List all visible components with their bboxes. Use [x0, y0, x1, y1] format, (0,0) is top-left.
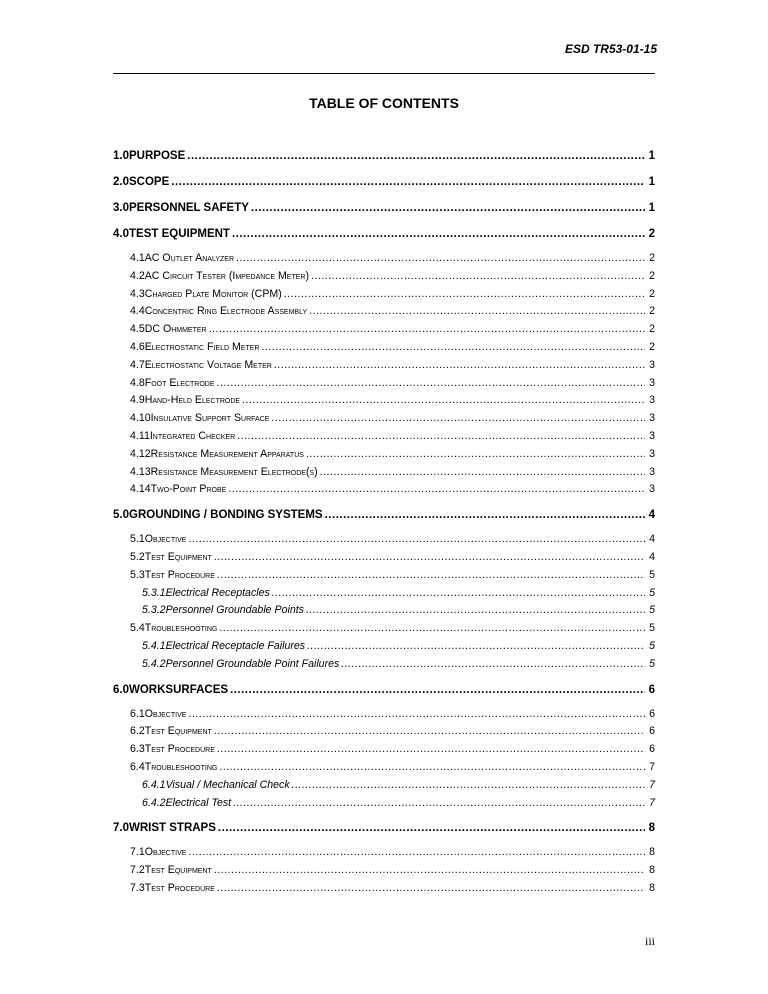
toc-label: Test Procedure [144, 568, 215, 581]
toc-page: 8 [649, 846, 655, 859]
toc-number: 1.0 [113, 150, 129, 162]
toc-entry-6-4-2[interactable] [113, 795, 655, 813]
toc-label: Resistance Measurement Electrode(s) [150, 465, 318, 478]
dot-leader [188, 706, 645, 724]
toc-page: 3 [649, 429, 655, 442]
toc-number: 4.9 [130, 394, 145, 407]
toc-page: 8 [649, 881, 655, 894]
toc-number: 6.1 [130, 707, 145, 720]
toc-entry-5-3-1[interactable] [113, 585, 655, 603]
dot-leader [232, 225, 645, 244]
toc-entry-7-2[interactable] [113, 862, 655, 880]
dot-leader [217, 567, 645, 585]
toc-number: 7.3 [130, 881, 145, 894]
toc-number: 4.4 [130, 305, 145, 318]
toc-entry-4-5[interactable] [113, 321, 655, 339]
toc-number: 5.4.2 [142, 657, 166, 670]
toc-label: Test Equipment [144, 864, 212, 877]
toc-page: 8 [648, 822, 655, 835]
toc-number: 5.1 [130, 533, 145, 546]
toc-entry-4-3[interactable] [113, 286, 655, 304]
toc-number: 4.0 [113, 228, 129, 240]
toc-page: 3 [649, 358, 655, 371]
toc-entry-7-1[interactable] [113, 844, 655, 862]
toc-label: Integrated Checker [149, 429, 236, 442]
toc-page: 1 [648, 202, 655, 214]
toc-label: Two-Point Probe [150, 483, 227, 496]
toc-number: 4.11 [130, 429, 150, 442]
dot-leader [272, 585, 645, 603]
dot-leader [230, 681, 645, 700]
dot-leader [228, 481, 645, 499]
toc-number: 6.3 [130, 743, 145, 756]
dot-leader [271, 410, 645, 428]
toc-page: 2 [649, 305, 655, 318]
toc-number: 5.2 [130, 550, 145, 563]
toc-label: Electrical Receptacles [165, 586, 270, 599]
toc-number: 7.2 [130, 864, 145, 877]
toc-label: PERSONNEL SAFETY [129, 202, 249, 214]
toc-page: 2 [648, 228, 655, 240]
dot-leader [217, 375, 646, 393]
dot-leader [217, 880, 645, 898]
dot-leader [292, 777, 645, 795]
toc-page: 3 [649, 465, 655, 478]
toc-entry-4-12[interactable] [113, 446, 655, 464]
dot-leader [219, 620, 645, 638]
toc-entry-4-13[interactable] [113, 464, 655, 482]
toc-page: 6 [649, 725, 655, 738]
toc-entry-6-1[interactable] [113, 706, 655, 724]
toc-entry-6-3[interactable] [113, 741, 655, 759]
toc-entry-4-6[interactable] [113, 339, 655, 357]
toc-entry-4-2[interactable] [113, 268, 655, 286]
toc-label: DC Ohmmeter [144, 323, 207, 336]
toc-entry-5-4[interactable] [113, 620, 655, 638]
toc-number: 6.4.1 [142, 778, 166, 791]
toc-entry-4-9[interactable] [113, 392, 655, 410]
toc-page: 2 [649, 287, 655, 300]
dot-leader [171, 173, 645, 192]
toc-entry-4-11[interactable] [113, 428, 655, 446]
toc-label: SCOPE [129, 176, 170, 188]
toc-entry-4-10[interactable] [113, 410, 655, 428]
toc-page: 1 [648, 150, 655, 162]
toc-page: 5 [649, 604, 655, 617]
toc-label: Insulative Support Surface [150, 412, 270, 425]
dot-leader [233, 795, 645, 813]
toc-page: 7 [649, 760, 655, 773]
toc-label: Charged Plate Monitor (CPM) [144, 287, 282, 300]
toc-number: 5.4 [130, 622, 145, 635]
toc-page: 2 [649, 323, 655, 336]
dot-leader [325, 506, 645, 525]
toc-label: Personnel Groundable Points [165, 604, 304, 617]
dot-leader [214, 723, 645, 741]
toc-label: Objective [144, 533, 187, 546]
toc-entry-2-0[interactable] [113, 173, 655, 192]
toc-number: 5.3.1 [142, 586, 166, 599]
toc-entry-5-4-2[interactable] [113, 656, 655, 674]
toc-label: AC Outlet Analyzer [144, 252, 234, 264]
page-title: TABLE OF CONTENTS [309, 95, 459, 111]
toc-label: Visual / Mechanical Check [165, 778, 290, 791]
toc-page: 6 [649, 743, 655, 756]
dot-leader [284, 286, 645, 304]
dot-leader [261, 339, 645, 357]
toc-number: 4.2 [130, 269, 145, 282]
toc-number: 5.0 [113, 509, 129, 522]
toc-page: 2 [649, 252, 655, 264]
toc-page: 3 [649, 447, 655, 460]
dot-leader [219, 759, 645, 777]
toc-page: 5 [649, 657, 655, 670]
toc-label: WRIST STRAPS [129, 822, 216, 835]
toc-entry-6-0[interactable] [113, 681, 655, 700]
toc-number: 4.14 [130, 483, 151, 496]
toc-label: Troubleshooting [144, 760, 218, 773]
toc-page: 3 [649, 376, 655, 389]
dot-leader [306, 602, 645, 620]
toc-entry-4-0[interactable] [113, 225, 655, 244]
toc-number: 5.3 [130, 568, 145, 581]
toc-entry-6-4-1[interactable] [113, 777, 655, 795]
toc-label: Electrostatic Field Meter [144, 340, 260, 353]
toc-number: 5.4.1 [142, 639, 166, 652]
toc-number: 4.7 [130, 358, 145, 371]
dot-leader [251, 199, 645, 218]
toc-entry-7-3[interactable] [113, 880, 655, 898]
dot-leader [188, 531, 645, 549]
toc-page: 5 [649, 586, 655, 599]
toc-entry-5-4-1[interactable] [113, 638, 655, 656]
toc-entry-6-2[interactable] [113, 723, 655, 741]
toc-page: 3 [649, 483, 655, 496]
toc-label: Troubleshooting [144, 622, 218, 635]
toc-entry-5-3[interactable] [113, 567, 655, 585]
toc-page: 2 [649, 340, 655, 353]
toc-label: Test Procedure [144, 743, 215, 756]
toc-page: 6 [648, 683, 655, 696]
toc-label: WORKSURFACES [129, 683, 229, 696]
dot-leader [236, 250, 645, 268]
toc-page: 5 [649, 639, 655, 652]
toc-label: Objective [144, 846, 187, 859]
toc-number: 4.12 [130, 447, 151, 460]
dot-leader [187, 147, 645, 166]
toc-number: 6.4 [130, 760, 145, 773]
toc-label: Personnel Groundable Point Failures [165, 657, 340, 670]
toc-number: 4.8 [130, 376, 145, 389]
toc-label: Test Equipment [144, 725, 212, 738]
toc-entry-5-1[interactable] [113, 531, 655, 549]
toc-entry-6-4[interactable] [113, 759, 655, 777]
dot-leader [341, 656, 645, 674]
toc-page: 7 [649, 778, 655, 791]
toc-number: 4.5 [130, 323, 145, 336]
toc-number: 7.1 [130, 846, 145, 859]
toc-number: 4.3 [130, 287, 145, 300]
page-number: iii [644, 934, 655, 948]
toc-page: 1 [648, 176, 655, 188]
toc-label: Foot Electrode [144, 376, 215, 389]
toc-number: 6.2 [130, 725, 145, 738]
toc-entry-4-8[interactable] [113, 375, 655, 393]
toc-number: 7.0 [113, 822, 129, 835]
toc-page: 2 [649, 269, 655, 282]
toc-number: 5.3.2 [142, 604, 166, 617]
toc-label: Electrostatic Voltage Meter [144, 358, 272, 371]
header-divider [113, 73, 655, 74]
dot-leader [242, 392, 645, 410]
toc-label: Concentric Ring Electrode Assembly [144, 305, 308, 318]
toc-number: 4.10 [130, 412, 151, 425]
toc-entry-4-14[interactable] [113, 481, 655, 499]
toc-page: 5 [649, 622, 655, 635]
dot-leader [274, 357, 645, 375]
dot-leader [188, 844, 645, 862]
toc-label: Hand-Held Electrode [144, 394, 241, 407]
toc-number: 4.13 [130, 465, 151, 478]
dot-leader [320, 464, 645, 482]
dot-leader [214, 549, 645, 567]
toc-entry-5-0[interactable] [113, 506, 655, 525]
toc-page: 3 [649, 412, 655, 425]
toc-entry-4-4[interactable] [113, 303, 655, 321]
toc-entry-5-2[interactable] [113, 549, 655, 567]
toc-entry-1-0[interactable] [113, 147, 655, 166]
dot-leader [307, 638, 645, 656]
toc-label: TEST EQUIPMENT [129, 228, 230, 240]
toc-label: Electrical Test [165, 796, 232, 809]
toc-page: 4 [648, 509, 655, 522]
toc-label: PURPOSE [129, 150, 186, 162]
toc-label: Test Equipment [144, 550, 212, 563]
document-reference: ESD TR53-01-15 [564, 42, 657, 56]
toc-number: 4.6 [130, 340, 145, 353]
toc-number: 4.1 [130, 252, 145, 264]
toc-label: Test Procedure [144, 881, 215, 894]
toc-page: 6 [649, 707, 655, 720]
dot-leader [237, 428, 645, 446]
toc-number: 6.0 [113, 683, 129, 696]
toc-label: GROUNDING / BONDING SYSTEMS [129, 509, 323, 522]
dot-leader [309, 303, 645, 321]
toc-label: Electrical Receptacle Failures [165, 639, 306, 652]
toc-page: 3 [649, 394, 655, 407]
toc-entry-7-0[interactable] [113, 819, 655, 838]
dot-leader [214, 862, 645, 880]
dot-leader [217, 741, 645, 759]
dot-leader [209, 321, 645, 339]
dot-leader [218, 819, 645, 838]
toc-entry-4-1[interactable] [113, 250, 655, 268]
table-of-contents [113, 147, 655, 898]
toc-label: AC Circuit Tester (Impedance Meter) [144, 269, 309, 282]
toc-entry-5-3-2[interactable] [113, 602, 655, 620]
toc-page: 8 [649, 864, 655, 877]
dot-leader [306, 446, 645, 464]
toc-page: 4 [649, 533, 655, 546]
toc-page: 5 [649, 568, 655, 581]
toc-number: 3.0 [113, 202, 129, 214]
toc-label: Objective [144, 707, 187, 720]
toc-number: 6.4.2 [142, 796, 166, 809]
toc-entry-3-0[interactable] [113, 199, 655, 218]
toc-label: Resistance Measurement Apparatus [150, 447, 304, 460]
dot-leader [311, 268, 645, 286]
toc-entry-4-7[interactable] [113, 357, 655, 375]
toc-page: 7 [649, 796, 655, 809]
toc-number: 2.0 [113, 176, 129, 188]
toc-page: 4 [649, 550, 655, 563]
